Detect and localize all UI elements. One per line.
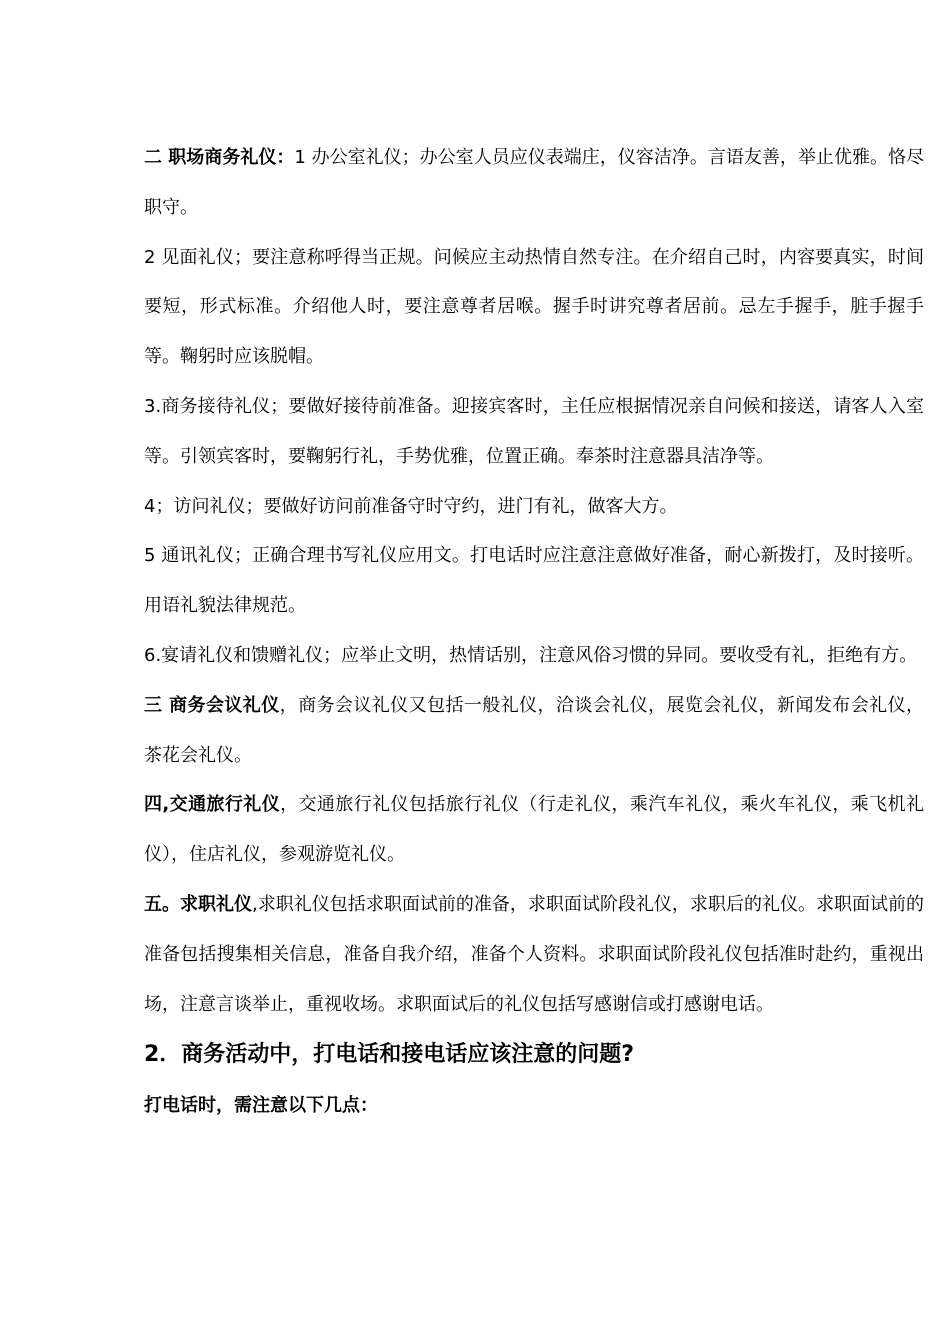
paragraph-banquet-etiquette [144, 631, 924, 681]
paragraph-text: ，交通旅行礼仪包括旅行礼仪（行走礼仪，乘汽车礼仪，乘火车礼仪，乘飞机礼仪），住店礼仪，参观游览礼仪。 [144, 794, 924, 866]
document-body [144, 133, 924, 1131]
paragraph-text: 1 办公室礼仪；办公室人员应仪表端庄，仪容洁净。言语友善，举止优雅。恪尽职守。 [144, 147, 924, 218]
paragraph-travel-etiquette [144, 780, 924, 880]
paragraph-text: 2 见面礼仪；要注意称呼得当正规。问候应主动热情自然专注。在介绍自己时，内容要真实，时间要短，形式标准。介绍他人时，要注意尊者居喉。握手时讲究尊者居前。忌左手握手，脏手握手等。鞠躬时应该脱帽。 [144, 246, 924, 368]
paragraph-lead: 二 职场商务礼仪： [144, 147, 295, 168]
paragraph-lead: 四,交通旅行礼仪 [144, 794, 281, 816]
paragraph-text: 3.商务接待礼仪；要做好接待前准备。迎接宾客时，主任应根据情况亲自问候和接送，请客人入室等。引领宾客时，要鞠躬行礼，手势优雅，位置正确。奉茶时注意器具洁净等。 [144, 395, 924, 467]
paragraph-text: 4；访问礼仪；要做好访问前准备守时守约，进门有礼，做客大方。 [144, 495, 678, 517]
paragraph-text: 5 通讯礼仪；正确合理书写礼仪应用文。打电话时应注意注意做好准备，耐心新拨打，及时接听。用语礼貌法律规范。 [144, 545, 924, 617]
paragraph-text: ,求职礼仪包括求职面试前的准备，求职面试阶段礼仪，求职后的礼仪。求职面试前的准备包括搜集相关信息，准备自我介绍，准备个人资料。求职面试阶段礼仪包括准时赴约，重视出场，注意言谈举止，重视收场。求职面试后的礼仪包括写感谢信或打感谢电话。 [144, 893, 925, 1015]
paragraph-lead: 三 商务会议礼仪 [144, 694, 280, 716]
paragraph-reception-etiquette [144, 382, 924, 482]
paragraph-text: 6.宴请礼仪和馈赠礼仪；应举止文明，热情话别，注意风俗习惯的异同。要收受有礼，拒绝有方。 [144, 644, 918, 666]
paragraph-office-etiquette [144, 133, 924, 233]
paragraph-text: ，商务会议礼仪又包括一般礼仪，洽谈会礼仪，展览会礼仪，新闻发布会礼仪，茶花会礼仪。 [144, 694, 924, 766]
paragraph-visit-etiquette [144, 482, 924, 532]
question-heading: 2．商务活动中，打电话和接电话应该注意的问题? [144, 1042, 635, 1068]
subheading: 打电话时，需注意以下几点： [144, 1095, 378, 1117]
paragraph-communication-etiquette [144, 531, 924, 631]
paragraph-lead: 五。求职礼仪 [144, 893, 253, 915]
paragraph-job-etiquette [144, 880, 924, 1029]
paragraph-meeting-etiquette [144, 233, 924, 382]
paragraph-conference-etiquette [144, 681, 924, 781]
